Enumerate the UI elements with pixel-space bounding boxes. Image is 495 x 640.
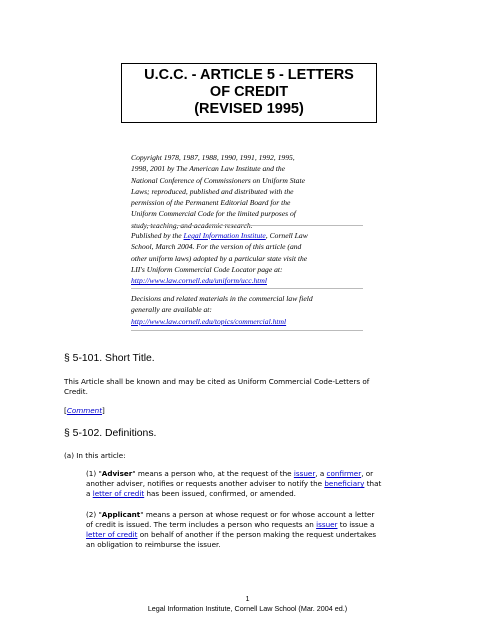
definition-text: has been issued, confirmed, or amended. <box>144 489 296 498</box>
section-5-102-heading: § 5-102. Definitions. <box>64 428 157 439</box>
definition-applicant <box>86 510 446 550</box>
published-prefix: Published by the <box>131 231 184 240</box>
comment-link[interactable]: Comment <box>66 406 103 415</box>
decisions-line-1: Decisions and related materials in the commercial law field <box>131 294 313 303</box>
comment-bracket-open: [ <box>64 406 67 415</box>
comment-reference <box>64 406 105 416</box>
definition-adviser <box>86 469 446 499</box>
page-footer: Legal Information Institute, Cornell Law School (Mar. 2004 ed.) <box>147 604 348 613</box>
issuer-link[interactable]: issuer <box>293 469 316 478</box>
letter-of-credit-link[interactable]: letter of credit <box>92 489 145 498</box>
title-line-3: (REVISED 1995) <box>194 101 304 117</box>
copyright-notice <box>131 152 361 231</box>
section-5-101-line-2: Credit. <box>64 387 88 396</box>
published-line-4: LII's Uniform Commercial Code Locator page at: <box>131 264 283 274</box>
definition-text: " means a person at whose request or for whose account a letter <box>140 510 375 519</box>
definition-text: , a <box>315 469 327 478</box>
issuer-link[interactable]: issuer <box>316 520 338 529</box>
copyright-line: permission of the Permanent Editorial Board for the <box>131 198 291 208</box>
definition-text: " means a person who, at the request of the <box>132 469 294 478</box>
comment-bracket-close: ] <box>102 406 105 415</box>
divider <box>131 330 363 331</box>
decisions-line-2: generally are available at: <box>131 305 212 315</box>
definition-text: , or <box>361 469 374 478</box>
definition-text: another adviser, notifies or requests another adviser to notify the <box>86 479 325 488</box>
beneficiary-link[interactable]: beneficiary <box>324 479 365 488</box>
commercial-law-link[interactable]: http://www.law.cornell.edu/topics/commercial.html <box>131 316 287 326</box>
copyright-line: Uniform Commercial Code for the limited purposes of <box>131 209 296 219</box>
lii-link[interactable]: Legal Information Institute <box>183 231 266 240</box>
published-line-3: other uniform laws) adopted by a particular state visit the <box>131 253 308 263</box>
confirmer-link[interactable]: confirmer <box>326 469 362 478</box>
definition-line <box>86 530 446 540</box>
definition-text: a <box>86 489 93 498</box>
definition-text: that <box>364 479 382 488</box>
copyright-line: Laws; reproduced, published and distributed with the <box>131 186 294 196</box>
section-5-101-line-1: This Article shall be known and may be cited as Uniform Commercial Code-Letters of <box>64 377 370 386</box>
definition-line <box>86 510 446 520</box>
definition-number: (2) " <box>86 510 102 519</box>
definition-line: an obligation to reimburse the issuer. <box>86 540 221 549</box>
copyright-line: 1998, 2001 by The American Law Institute and the <box>131 164 286 174</box>
section-5-102-intro: (a) In this article: <box>64 451 126 460</box>
ucc-locator-link[interactable]: http://www.law.cornell.edu/uniform/ucc.html <box>131 276 267 286</box>
divider <box>131 288 363 289</box>
published-line-2: School, March 2004. For the version of this article (and <box>131 242 302 252</box>
copyright-line: study, teaching, and academic research. <box>131 220 253 230</box>
definition-text: to issue a <box>337 520 375 529</box>
letter-of-credit-link[interactable]: letter of credit <box>86 530 138 539</box>
definition-number: (1) " <box>86 469 102 478</box>
divider <box>131 225 363 226</box>
definition-line <box>86 489 446 499</box>
definition-line <box>86 469 446 479</box>
copyright-line: National Conference of Commissioners on Uniform State <box>131 175 305 185</box>
definition-text: of credit is issued. The term includes a person who requests an <box>86 520 317 529</box>
title-line-2: OF CREDIT <box>209 84 289 100</box>
copyright-line: Copyright 1978, 1987, 1988, 1990, 1991, 1992, 1995, <box>131 153 295 162</box>
defined-term-adviser: Adviser <box>101 469 133 478</box>
definition-text: on behalf of another if the person making the request undertakes <box>137 530 377 539</box>
published-line-1 <box>131 230 361 241</box>
published-after-link: , Cornell Law <box>265 231 308 240</box>
section-5-101-text <box>64 377 434 397</box>
definition-line <box>86 520 446 530</box>
section-5-101-heading: § 5-101. Short Title. <box>64 353 155 364</box>
decisions-notice <box>131 293 361 327</box>
definition-line <box>86 479 446 489</box>
title-line-1: U.C.C. - ARTICLE 5 - LETTERS <box>144 67 354 83</box>
defined-term-applicant: Applicant <box>101 510 141 519</box>
title-box <box>121 63 377 123</box>
published-notice <box>131 230 361 286</box>
page-number: 1 <box>245 594 250 603</box>
